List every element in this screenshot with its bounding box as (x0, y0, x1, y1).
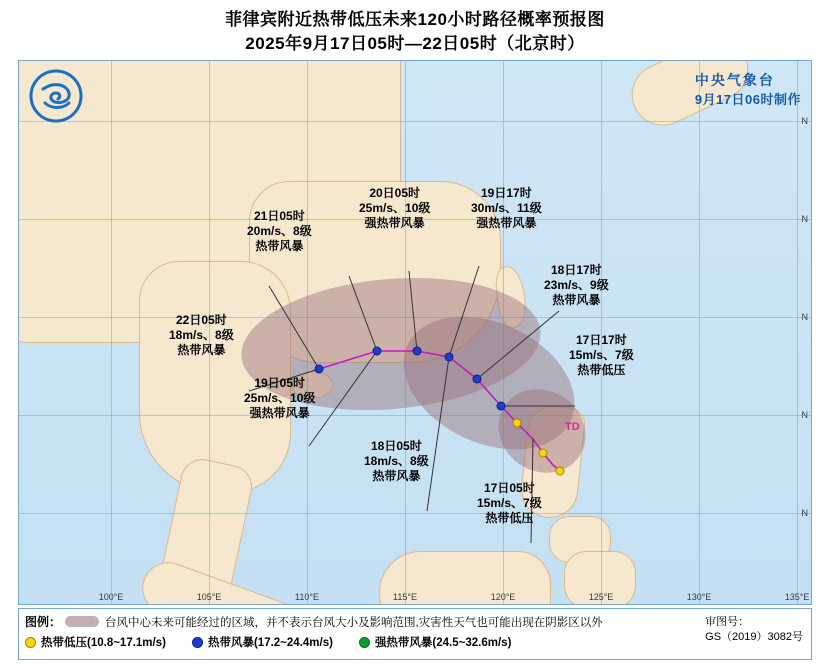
track-point-18-05[interactable] (513, 419, 522, 428)
callout-time: 18日05时 (371, 439, 422, 453)
callout-time: 20日05时 (369, 186, 421, 200)
callout-wind: 20m/s、8级 (247, 224, 312, 238)
map-title-block (0, 0, 830, 56)
track-point-20-05[interactable] (413, 347, 422, 356)
callout-wind: 30m/s、11级 (471, 201, 542, 215)
axis-label-y: N (801, 312, 808, 322)
legend-item-label: 强热带风暴(24.5~32.6m/s) (374, 637, 512, 649)
callout-wind: 18m/s、8级 (364, 454, 429, 468)
track-point-18-17[interactable] (497, 402, 506, 411)
axis-label-y: N (801, 116, 808, 126)
track-point-17-05[interactable] (556, 467, 565, 476)
callout-time: 17日05时 (484, 481, 535, 495)
callout-category: 热带风暴 (177, 343, 226, 357)
approval-block (705, 615, 803, 645)
track-point-21-05[interactable] (373, 347, 382, 356)
legend-item-label: 热带风暴(17.2~24.4m/s) (207, 637, 333, 649)
callout-time: 19日17时 (481, 186, 532, 200)
legend-category-row (19, 630, 811, 654)
axis-label-y: N (801, 508, 808, 518)
callout-17-05 (477, 481, 542, 526)
axis-label-x: 100°E (98, 592, 124, 602)
callout-time: 21日05时 (254, 209, 305, 223)
legend-cone-description: 台风中心未来可能经过的区域，并不表示台风大小及影响范围,灾害性天气也可能出现在阴影区以外 (105, 616, 603, 629)
callout-wind: 15m/s、7级 (477, 496, 542, 510)
callout-19-05 (244, 376, 315, 421)
callout-time: 18日17时 (551, 263, 602, 277)
callout-wind: 25m/s、10级 (244, 391, 316, 405)
axis-label-x: 115°E (393, 592, 417, 602)
callout-17-17 (569, 333, 634, 378)
callout-wind: 18m/s、8级 (169, 328, 234, 342)
callout-wind: 15m/s、7级 (569, 348, 634, 362)
callout-category: 热带风暴 (372, 469, 421, 483)
callout-category: 强热带风暴 (364, 216, 425, 230)
callout-category: 热带低压 (485, 511, 534, 525)
callout-18-05 (364, 439, 429, 484)
track-point-19-17[interactable] (445, 353, 454, 362)
tropical-storm-dot-icon (192, 637, 203, 648)
legend-panel (18, 608, 812, 660)
track-point-19-05[interactable] (473, 375, 482, 384)
approval-number: GS（2019）3082号 (705, 631, 803, 643)
page-title: 菲律宾附近热带低压未来120小时路径概率预报图 (225, 10, 605, 29)
callout-time: 22日05时 (176, 313, 227, 327)
axis-label-x: 125°E (588, 592, 614, 602)
legend-cone-row (19, 609, 811, 630)
agency-issued-time: 9月17日06时制作 (694, 92, 801, 107)
axis-label-x: 130°E (686, 592, 712, 602)
callout-wind: 23m/s、9级 (544, 278, 609, 292)
agency-name: 中央气象台 (694, 72, 775, 88)
callout-category: 热带风暴 (552, 293, 601, 307)
callout-20-05 (359, 186, 430, 231)
td-symbol-label: TD (565, 421, 580, 433)
approval-label: 审图号： (705, 616, 750, 628)
track-point-17-17[interactable] (539, 449, 548, 458)
legend-title: 图例： (25, 615, 62, 629)
axis-label-y: N (801, 410, 808, 420)
severe-tropical-storm-dot-icon (359, 637, 370, 648)
callout-category: 热带低压 (577, 363, 626, 377)
axis-label-y: N (801, 214, 808, 224)
legend-item-ts (192, 634, 333, 650)
page-subtitle: 2025年9月17日05时—22日05时（北京时） (245, 34, 585, 53)
callout-time: 19日05时 (254, 376, 306, 390)
callout-19-17 (471, 186, 542, 231)
axis-label-x: 110°E (295, 592, 319, 602)
tropical-depression-dot-icon (25, 637, 36, 648)
callout-category: 强热带风暴 (476, 216, 537, 230)
legend-item-label: 热带低压(10.8~17.1m/s) (41, 637, 166, 649)
legend-item-td (25, 634, 166, 650)
callout-category: 热带风暴 (255, 239, 304, 253)
callout-time: 17日17时 (576, 333, 627, 347)
callout-wind: 25m/s、10级 (359, 201, 431, 215)
axis-label-x: 120°E (490, 592, 516, 602)
map-canvas[interactable] (18, 60, 812, 605)
axis-label-x: 105°E (196, 592, 222, 602)
callout-18-17 (544, 263, 609, 308)
legend-item-sts (359, 634, 511, 650)
callout-21-05 (247, 209, 312, 254)
axis-label-x: 135°E (784, 592, 810, 602)
cone-swatch-icon (65, 616, 99, 627)
track-polyline (19, 61, 812, 605)
callout-category: 强热带风暴 (249, 406, 310, 420)
track-point-22-05[interactable] (315, 365, 324, 374)
callout-22-05 (169, 313, 234, 358)
